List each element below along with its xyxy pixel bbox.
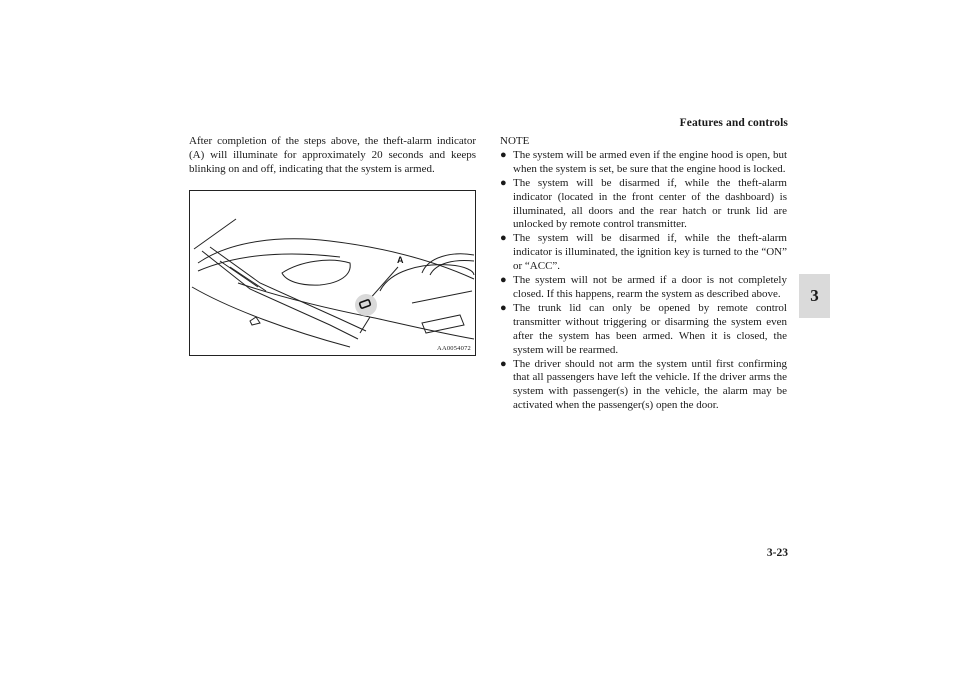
- bullet-icon: ●: [500, 232, 507, 245]
- bullet-icon: ●: [500, 148, 507, 161]
- note-item: [500, 274, 787, 302]
- note-item: [500, 358, 787, 414]
- bullet-icon: ●: [500, 357, 507, 370]
- left-column: [189, 135, 476, 177]
- note-item-text: The system will be disarmed if, while the theft-alarm indicator is illuminated, the ignition key is turned to the “ON” or “ACC”.: [513, 232, 787, 273]
- note-item-text: The system will be disarmed if, while the theft-alarm indicator (located in the front center of the dashboard) is illuminated, all doors and the rear hatch or trunk lid are unlocked by remote control transmitter.: [513, 176, 787, 231]
- note-item-text: The system will not be armed if a door is not completely closed. If this happens, rearm the system as described above.: [513, 274, 787, 300]
- figure-code: AA0054072: [437, 345, 471, 352]
- note-item-text: The trunk lid can only be opened by remote control transmitter without triggering or disarming the system even after the system has been armed. When it is closed, the system will be rearmed.: [513, 301, 787, 356]
- bullet-icon: ●: [500, 176, 507, 189]
- note-section: [500, 135, 787, 413]
- intro-paragraph: After completion of the steps above, the theft-alarm indicator (A) will illuminate for approximately 20 seconds and keeps blinking on and off, indicating that the system is armed.: [189, 135, 476, 175]
- dashboard-drawing: [190, 191, 475, 355]
- bullet-icon: ●: [500, 274, 507, 287]
- note-title: NOTE: [500, 135, 530, 147]
- note-item: [500, 302, 787, 358]
- note-item: [500, 149, 787, 177]
- note-list: [500, 149, 787, 413]
- note-item: [500, 177, 787, 233]
- indicator-highlight: [355, 294, 377, 316]
- bullet-icon: ●: [500, 301, 507, 314]
- page-number: 3-23: [766, 547, 788, 559]
- note-item-text: The system will be armed even if the engine hood is open, but when the system is set, be sure that the engine hood is locked.: [513, 148, 787, 175]
- dashboard-illustration: [189, 190, 476, 356]
- chapter-tab-number: 3: [810, 286, 819, 305]
- note-item: [500, 232, 787, 274]
- running-header: Features and controls: [679, 117, 788, 129]
- note-item-text: The driver should not arm the system until first confirming that all passengers have left the vehicle. If the driver arms the system with passenger(s) in the vehicle, the alarm may be activated when the passenger(s) open the door.: [513, 357, 787, 412]
- chapter-tab: [799, 274, 830, 318]
- callout-label-a: A: [397, 255, 404, 265]
